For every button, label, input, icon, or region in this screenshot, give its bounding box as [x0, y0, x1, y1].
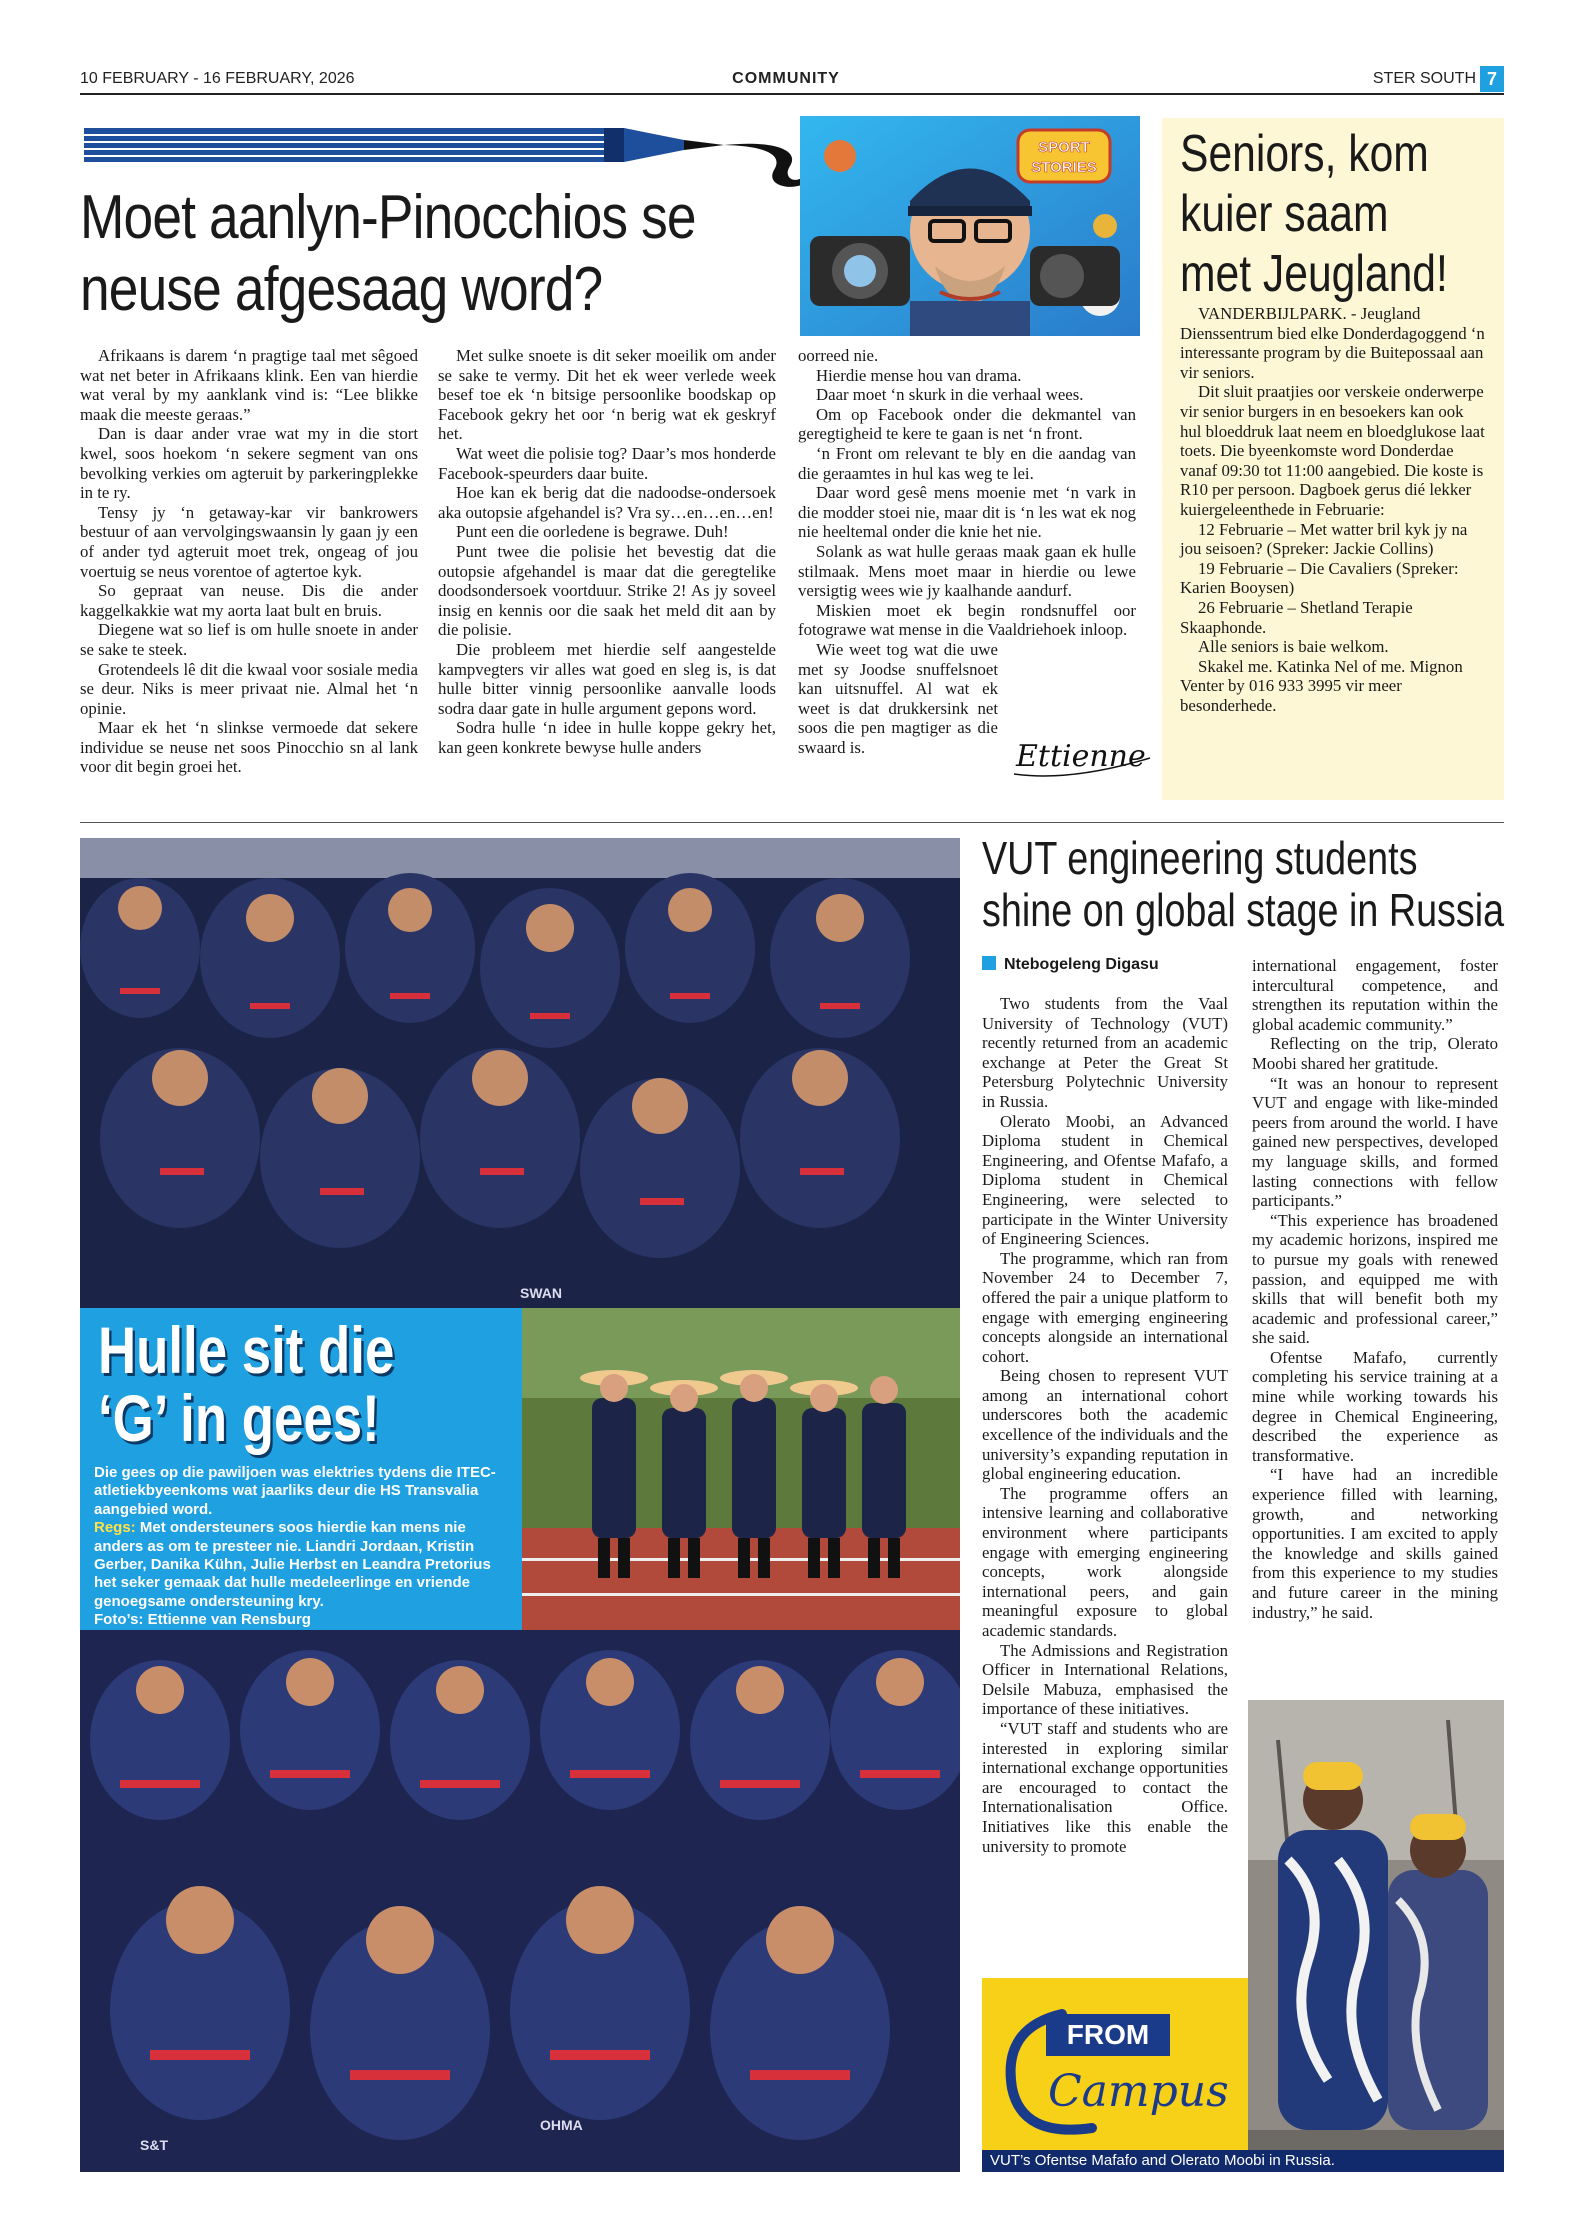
vut-students-photo — [1248, 1700, 1504, 2172]
sport-badge-line1: SPORT — [1038, 139, 1090, 156]
vut-headline: VUT engineering students shine on global stage in Russia — [982, 832, 1505, 936]
photo-credit: Foto’s: Ettienne van Rensburg — [94, 1611, 311, 1629]
photo-headline: Hulle sit die ‘G’ in gees! — [98, 1313, 395, 1455]
column-headline: Moet aanlyn-Pinocchios se neuse afgesaag word? — [80, 183, 696, 324]
column-text-2: Met sulke snoete is dit seker moeilik om ander se sake te vermy. Dit het ek weer verlede week besef toe ek ‘n bitsige persoonlike boodskap op Facebook gekry het oor ‘n berig wat ek geskryf het. Wat weet die polisie tog? Daar’s mos honderde Facebook-speurders daar buite. Hoe kan ek berig dat die nadoodse-ondersoek aka outopsie afgehandel is? Vra sy…en…en…en! Punt een die oorledene is begrawe. Duh! Punt twee die polisie het bevestig dat die outopsie afgehandel is maar dat die geregtelike doodsondersoek voortduur. Strike 2! As jy soveel insig en kennis oor die saak het meld dit aan by die polisie. Die probleem met hierdie self aangestelde kampvegters vir alles wat goed en sleg is, is dat hulle bitter vinnig persoonlike aanvalle loods sodra daar gate in hulle argument gepons word. Sodra hulle ‘n idee in hulle koppe gekry het, kan geen konkrete bewyse hulle anders — [438, 346, 776, 757]
caption-regs-label: Regs: — [94, 1519, 136, 1537]
seniors-headline: Seniors, kom kuier saam met Jeugland! — [1180, 125, 1448, 303]
crowd-photo-bottom — [80, 1630, 960, 2172]
campus-label: Campus — [1048, 2066, 1229, 2117]
byline-square-icon — [982, 956, 996, 970]
author-signature — [1010, 718, 1160, 788]
shirt-label: S&T — [140, 2137, 168, 2153]
column-text-3: oorreed nie. Hierdie mense hou van drama. Daar moet ‘n skurk in die verhaal wees. Om op Facebook onder die dekmantel van geregtigheid te kere te gaan is net ‘n front. ‘n Front om relevant te bly en die aandag van die geraamtes in hul kas weg te lei. Daar word gesê mens moenie met ‘n vark in die modder stoei nie, maar dit is ‘n les wat ek nog nie heeltemal onder die knie het nie. Solank as wat hulle geraas maak gaan ek hulle stilmaak. Mens moet maar in hierdie ou lewe versigtig wees wie jy kaalhande aandurf. Miskien moet ek begin rondsnuffel oor fotograwe wat mense in die Vaaldriehoek inloop. Wie weet tog wat die uwe met sy Joodse snuffelsnoet kan uitsnuffel. Al wat ek weet is dat drukkersink net soos die pen magtiger as die swaard is. — [798, 346, 1136, 757]
svg-text:Ettienne: Ettienne — [1016, 739, 1146, 774]
shirt-label: OHMA — [540, 2117, 583, 2133]
column-text-1: Afrikaans is darem ‘n pragtige taal met sêgoed wat net beter in Afrikaans klink. Een van hierdie wat veral by my aanklank vind is: “Lee blikke maak die meeste geraas.” Dan is daar ander vrae wat my in die stort kwel, soos hoekom ‘n sekere segment van ons bevolking verkies om agteruit by parkeringplekke in te ry. Tensy jy ‘n getaway-kar vir bankrowers bestuur of aan vervolgingswaansin ly gaan jy een of ander tyd agteruit moet trek, ongeag of jou voertuig se neus vorentoe of agtertoe kyk. So gepraat van neuse. Dis die ander kaggelkakkie wat my aorta laat bult en bruis. Diegene wat so lief is om hulle snoete in ander se sake te steek. Grotendeels lê dit die kwaal voor sosiale media se deur. Niks is meer privaat nie. Almal het ‘n opinie. Maar ek het ‘n slinkse vermoede dat sekere individue se neuse net soos Pinocchio sn al lank voor dit begin groei het. — [80, 346, 418, 777]
issue-date: 10 FEBRUARY - 16 FEBRUARY, 2026 — [80, 70, 355, 87]
from-label: FROM — [1066, 2019, 1150, 2050]
sport-stories-illustration — [800, 116, 1140, 336]
from-campus-logo — [982, 1978, 1248, 2150]
seniors-text: VANDERBIJLPARK. - Jeugland Dienssentrum bied elke Donderdagoggend ‘n interessante program by die Buitepossaal aan vir seniors. Dit sluit praatjies oor verskeie onderwerpe vir senior burgers in en besoekers kan ook hul bloeddruk laat neem en bloedglukose laat toets. Die byeenkomste word Donderdae vanaf 09:30 tot 11:00 aangebied. Die koste is R10 per persoon. Dagboek gerus dié lekker kuiergeleenthede in Februarie: 12 Februarie – Met watter bril kyk jy na jou seisoen? (Spreker: Jackie Collins) 19 Februarie – Die Cavaliers (Spreker: Karien Booysen) 26 Februarie – Shetland Terapie Skaaphonde. Alle seniors is baie welkom. Skakel me. Katinka Nel of me. Mignon Venter by 016 933 3995 vir meer besonderhede. — [1180, 304, 1485, 715]
sport-badge-line2: STORIES — [1031, 159, 1097, 176]
section-title: COMMUNITY — [732, 70, 840, 87]
byline: Ntebogeleng Digasu — [982, 956, 1159, 974]
vut-text-1: Two students from the Vaal University of Technology (VUT) recently returned from an academic exchange at Peter the Great St Petersburg Polytechnic University in Russia. Olerato Moobi, an Advanced Diploma student in Chemical Engineering, and Ofentse Mafafo, a Diploma student in Chemical Engineering, were selected to participate in the Winter University of Engineering Sciences. The programme, which ran from November 24 to December 7, offered the pair a unique platform to engage with emerging engineering concepts alongside an international cohort. Being chosen to represent VUT among an international cohort underscores both the academic excellence of the individuals and the university’s expanding reputation in global engineering education. The programme offers an intensive learning and collaborative environment where participants engage with emerging engineering concepts, work alongside international peers, and gain meaningful exposure to global academic standards. The Admissions and Registration Officer in International Relations, Delsile Mabuza, emphasised the importance of these initiatives. “VUT staff and students who are interested in exploring similar international exchange opportunities are encouraged to contact the Internationalisation Office. Initiatives like this enable the university to promote — [982, 994, 1228, 1856]
section-divider — [80, 822, 1504, 823]
page-number: 7 — [1480, 66, 1504, 92]
crowd-photo-top — [80, 838, 960, 1308]
header-rule — [80, 93, 1504, 95]
paper-name: STER SOUTH — [1372, 70, 1476, 87]
shirt-label: SWAN — [520, 1285, 562, 1301]
vut-text-2: international engagement, foster intercultural competence, and strengthen its reputation within the global academic community.” Reflecting on the trip, Olerato Moobi shared her gratitude. “It was an honour to represent VUT and engage with like-minded peers from around the world. I have gained new perspectives, developed my language skills, and formed lasting connections with fellow participants.” “This experience has broadened my academic horizons, inspired me to pursue my goals with renewed passion, and equipped me with skills that will benefit both my academic and professional career,” she said. Ofentse Mafafo, currently completing his service training at a mine while working towards his degree in Chemical Engineering, described the experience as transformative. “I have had an incredible experience filled with learning, growth, and networking opportunities. I am excited to apply the knowledge and skills gained from this experience to my studies and future career in the mining industry,” he said. — [1252, 956, 1498, 1622]
photo-caption: Die gees op die pawiljoen was elektries tydens die ITEC-atletiekbyeenkoms wat jaarliks deur die HS Transvalia aangebied word. Regs: Met ondersteuners soos hierdie kan mens nie anders as om te presteer nie. Liandri Jordaan, Kristin Gerber, Danika Kühn, Julie Herbst en Leandra Pretorius het seker gemaak dat hulle medeleerlinge en vriende genoegsame ondersteuning kry. Foto’s: Ettienne van Rensburg — [94, 1464, 496, 1629]
supporters-photo — [522, 1308, 960, 1630]
vut-photo-caption: VUT’s Ofentse Mafafo and Olerato Moobi in Russia. — [982, 2150, 1504, 2172]
